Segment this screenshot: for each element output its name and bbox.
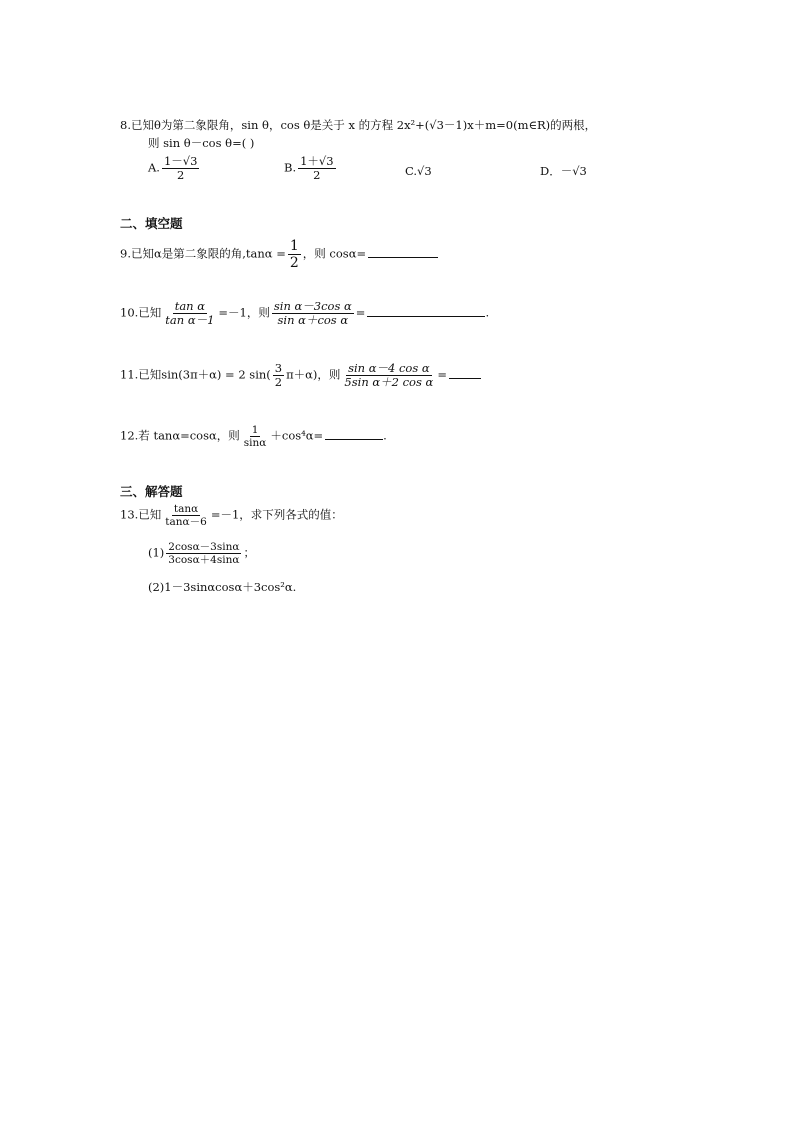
fraction [288, 238, 301, 271]
fraction [273, 362, 284, 389]
q13-prefix: 13.已知 [120, 507, 162, 522]
q8-option-a [148, 155, 201, 182]
q8-line1: 8.已知θ为第二象限角，sin θ，cos θ是关于 x 的方程 2x²+(√3－1)x＋m=0(m∈R)的两根， [120, 118, 597, 132]
numerator: 3 [274, 361, 283, 375]
q9-suffix: ，则 cosα= [302, 246, 367, 261]
q9-prefix: 9.已知α是第二象限的角, [120, 246, 246, 261]
option-value: －√3 [560, 164, 587, 178]
q10-equals: = [355, 305, 366, 320]
fraction [298, 155, 335, 182]
numerator: 1 [289, 238, 299, 254]
q10 [120, 300, 489, 327]
section-heading-solve: 三、解答题 [120, 484, 183, 499]
fraction [163, 503, 209, 528]
answer-blank[interactable] [368, 256, 438, 258]
fraction [272, 300, 354, 327]
q8-option-d [540, 165, 587, 179]
denominator: 5sin α＋2 cos α [344, 375, 434, 390]
q12-suffix: ＋cos⁴α= [270, 428, 324, 443]
fraction [166, 541, 241, 566]
fraction [162, 155, 199, 182]
q10-end: . [485, 305, 490, 320]
denominator: 2 [177, 168, 185, 183]
fraction [163, 300, 216, 327]
numerator: 1－√3 [163, 154, 198, 168]
option-label: D． [540, 164, 561, 178]
numerator: 2cosα－3sinα [168, 541, 240, 553]
answer-blank[interactable] [449, 377, 481, 379]
answer-blank[interactable] [367, 315, 485, 317]
denominator: 2 [313, 168, 321, 183]
numerator: 1＋√3 [300, 154, 334, 168]
q11 [120, 362, 481, 389]
numerator: sin α－3cos α [273, 299, 352, 313]
q12 [120, 424, 387, 449]
section-heading-fill-in: 二、填空题 [120, 216, 183, 231]
q8-option-b [284, 155, 338, 182]
numerator: sin α－4 cos α [348, 361, 430, 375]
q13-part1 [148, 541, 255, 566]
denominator: tanα－6 [165, 516, 207, 529]
q12-prefix: 12.若 tanα=cosα，则 [120, 428, 240, 443]
q8-line2: 则 sin θ－cos θ=( ) [148, 136, 255, 150]
denominator: 2 [289, 255, 299, 272]
q13-part2: (2)1－3sinαcosα＋3cos²α. [148, 580, 297, 594]
denominator: sinα [243, 437, 267, 450]
part-label: (1) [148, 545, 165, 560]
q12-end: . [383, 428, 387, 443]
part-end: ； [243, 545, 255, 560]
numerator: tan α [174, 299, 206, 313]
numerator: 1 [251, 424, 259, 436]
q9 [120, 238, 438, 271]
denominator: 2 [274, 375, 283, 390]
q11-prefix: 11.已知sin(3π＋α) = 2 sin( [120, 367, 271, 382]
q9-tan: tanα = [245, 246, 286, 261]
fraction [242, 424, 269, 449]
q11-middle: π＋α)，则 [286, 367, 341, 382]
q13 [120, 503, 343, 528]
option-label: C. [405, 164, 418, 178]
fraction [342, 362, 435, 389]
answer-blank[interactable] [325, 438, 383, 440]
q10-prefix: 10.已知 [120, 305, 162, 320]
denominator: 3cosα＋4sinα [168, 554, 240, 567]
q8-option-c [405, 165, 432, 179]
q13-suffix: =－1，求下列各式的值： [210, 507, 343, 522]
q11-equals: = [437, 367, 447, 382]
numerator: tanα [173, 503, 199, 515]
option-label: B. [284, 160, 297, 175]
option-label: A. [148, 160, 160, 175]
q10-middle: =－1，则 [218, 305, 270, 320]
denominator: tan α－1 [165, 313, 215, 328]
option-value: √3 [417, 164, 432, 178]
denominator: sin α＋cos α [277, 313, 349, 328]
